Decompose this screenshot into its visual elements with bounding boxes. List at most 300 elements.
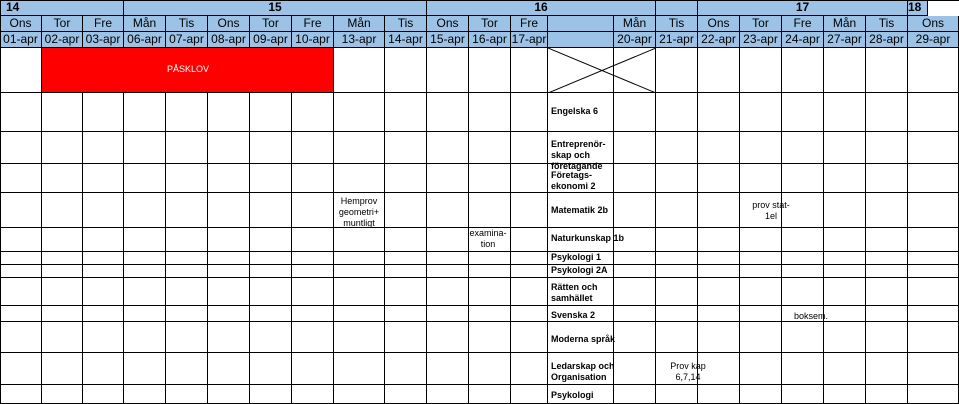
- grid-cell: [385, 193, 427, 228]
- grid-cell: [908, 265, 959, 278]
- grid-cell: [166, 93, 208, 132]
- grid-cell: [656, 132, 698, 164]
- day-header: [548, 16, 614, 32]
- date-header: 21-apr: [656, 32, 698, 48]
- grid-cell: [782, 265, 824, 278]
- grid-cell: [250, 228, 292, 252]
- grid-cell: [698, 265, 740, 278]
- grid-cell: [0, 385, 42, 404]
- grid-cell: [469, 278, 511, 306]
- grid-cell: [698, 306, 740, 322]
- grid-cell: [908, 132, 959, 164]
- grid-cell: [866, 252, 908, 265]
- grid-cell: [614, 278, 656, 306]
- grid-cell: [511, 48, 548, 93]
- grid-cell: [511, 93, 548, 132]
- grid-cell: [656, 93, 698, 132]
- day-header: Tor: [42, 16, 83, 32]
- grid-cell: [83, 193, 124, 228]
- grid-cell: [124, 353, 166, 385]
- grid-cell: [698, 164, 740, 193]
- grid-cell: [511, 353, 548, 385]
- day-header: Tor: [250, 16, 292, 32]
- day-header: Tor: [740, 16, 782, 32]
- grid-cell: [334, 132, 385, 164]
- grid-cell: [511, 385, 548, 404]
- grid-cell: [0, 164, 42, 193]
- day-header: Ons: [208, 16, 250, 32]
- grid-cell: [385, 278, 427, 306]
- day-header: Ons: [698, 16, 740, 32]
- grid-cell: [469, 385, 511, 404]
- day-header: Ons: [908, 16, 959, 32]
- grid-cell: [250, 132, 292, 164]
- grid-cell: [124, 322, 166, 353]
- grid-cell: [614, 132, 656, 164]
- day-header: Mån: [334, 16, 385, 32]
- grid-cell: [824, 193, 866, 228]
- grid-cell: [698, 93, 740, 132]
- date-header: 23-apr: [740, 32, 782, 48]
- grid-cell: [385, 132, 427, 164]
- grid-cell: [83, 306, 124, 322]
- grid-cell: [511, 252, 548, 265]
- grid-cell: [824, 265, 866, 278]
- date-header: 08-apr: [208, 32, 250, 48]
- grid-cell: [0, 322, 42, 353]
- grid-cell: [83, 322, 124, 353]
- grid-cell: [334, 265, 385, 278]
- grid-cell: [292, 132, 334, 164]
- grid-cell: [42, 265, 83, 278]
- grid-cell: [511, 164, 548, 193]
- grid-cell: [614, 385, 656, 404]
- grid-cell: [42, 353, 83, 385]
- pasklov-block: [42, 48, 334, 93]
- date-header: 22-apr: [698, 32, 740, 48]
- week-header: 17: [698, 0, 908, 16]
- grid-cell: [469, 265, 511, 278]
- subject-label: Naturkunskap 1b: [551, 233, 625, 243]
- subject-label: Psykologi: [551, 390, 594, 400]
- date-header: 24-apr: [782, 32, 824, 48]
- grid-cell: [866, 306, 908, 322]
- grid-cell: [42, 93, 83, 132]
- grid-cell: [656, 193, 698, 228]
- grid-cell: [83, 164, 124, 193]
- grid-cell: [656, 278, 698, 306]
- day-header: Tis: [866, 16, 908, 32]
- grid-cell: [908, 93, 959, 132]
- grid-cell: [208, 353, 250, 385]
- date-header: 13-apr: [334, 32, 385, 48]
- grid-cell: [740, 265, 782, 278]
- grid-cell: [166, 353, 208, 385]
- grid-cell: [614, 164, 656, 193]
- grid-cell: [250, 252, 292, 265]
- date-header: 15-apr: [427, 32, 469, 48]
- grid-cell: [124, 164, 166, 193]
- grid-cell: [292, 93, 334, 132]
- grid-cell: [0, 193, 42, 228]
- grid-cell: [292, 278, 334, 306]
- grid-cell: [83, 278, 124, 306]
- subject-label: Svenska 2: [551, 310, 596, 320]
- grid-cell: [334, 306, 385, 322]
- grid-cell: [166, 265, 208, 278]
- grid-cell: [469, 193, 511, 228]
- grid-cell: [740, 48, 782, 93]
- grid-cell: [334, 164, 385, 193]
- grid-cell: [469, 48, 511, 93]
- grid-cell: [0, 93, 42, 132]
- grid-cell: [0, 278, 42, 306]
- grid-cell: [42, 385, 83, 404]
- grid-cell: [124, 252, 166, 265]
- grid-cell: [824, 132, 866, 164]
- grid-cell: [469, 132, 511, 164]
- grid-cell: [427, 385, 469, 404]
- grid-cell: [866, 164, 908, 193]
- grid-cell: [427, 193, 469, 228]
- grid-cell: [334, 353, 385, 385]
- grid-cell: [250, 93, 292, 132]
- pasklov-label: PÅSKLOV: [167, 64, 210, 74]
- grid-cell: [866, 322, 908, 353]
- grid-cell: [427, 252, 469, 265]
- grid-cell: [427, 48, 469, 93]
- grid-cell: [42, 164, 83, 193]
- grid-cell: [698, 385, 740, 404]
- grid-cell: [656, 265, 698, 278]
- subject-label: Rätten och samhället: [551, 282, 598, 303]
- subject-label: Engelska 6: [551, 106, 599, 116]
- date-header: 20-apr: [614, 32, 656, 48]
- grid-cell: [908, 322, 959, 353]
- grid-cell: [656, 228, 698, 252]
- grid-cell: [0, 306, 42, 322]
- grid-cell: [292, 306, 334, 322]
- grid-cell: [42, 132, 83, 164]
- grid-cell: [656, 252, 698, 265]
- grid-cell: [469, 164, 511, 193]
- grid-cell: [908, 228, 959, 252]
- grid-cell: [656, 322, 698, 353]
- grid-cell: [208, 93, 250, 132]
- grid-cell: [166, 252, 208, 265]
- grid-cell: [782, 48, 824, 93]
- grid-cell: [656, 164, 698, 193]
- grid-cell: [866, 353, 908, 385]
- grid-cell: [208, 306, 250, 322]
- grid-cell: [166, 278, 208, 306]
- grid-cell: [740, 306, 782, 322]
- grid-cell: [824, 385, 866, 404]
- grid-cell: [250, 306, 292, 322]
- date-header: 01-apr: [0, 32, 42, 48]
- grid-cell: [427, 132, 469, 164]
- grid-cell: [124, 385, 166, 404]
- grid-cell: [334, 322, 385, 353]
- grid-cell: [782, 164, 824, 193]
- grid-cell: [866, 228, 908, 252]
- grid-cell: [166, 228, 208, 252]
- grid-cell: [824, 228, 866, 252]
- subject-label: Moderna språk: [551, 334, 616, 344]
- grid-cell: [83, 265, 124, 278]
- grid-cell: [166, 193, 208, 228]
- grid-cell: [83, 353, 124, 385]
- grid-cell: [469, 306, 511, 322]
- grid-cell: [334, 252, 385, 265]
- grid-cell: [908, 48, 959, 93]
- grid-cell: [250, 265, 292, 278]
- grid-cell: [698, 193, 740, 228]
- grid-cell: [511, 306, 548, 322]
- day-header: Ons: [427, 16, 469, 32]
- week-header: 16: [427, 0, 656, 16]
- grid-cell: [908, 306, 959, 322]
- grid-cell: [208, 228, 250, 252]
- grid-cell: [0, 265, 42, 278]
- grid-cell: [208, 322, 250, 353]
- grid-cell: [385, 385, 427, 404]
- grid-cell: [427, 322, 469, 353]
- grid-cell: [782, 228, 824, 252]
- grid-cell: [656, 306, 698, 322]
- grid-cell: [250, 322, 292, 353]
- hemprov-note: Hemprov geometri+ muntligt: [338, 196, 380, 228]
- grid-cell: [42, 278, 83, 306]
- examination-note: examina-tion: [469, 228, 507, 249]
- grid-cell: [824, 93, 866, 132]
- grid-cell: [42, 193, 83, 228]
- grid-cell: [124, 93, 166, 132]
- date-header: 06-apr: [124, 32, 166, 48]
- grid-cell: [385, 164, 427, 193]
- grid-cell: [0, 252, 42, 265]
- grid-cell: [908, 252, 959, 265]
- grid-cell: [292, 164, 334, 193]
- grid-cell: [292, 265, 334, 278]
- grid-cell: [866, 193, 908, 228]
- grid-cell: [782, 252, 824, 265]
- grid-cell: [782, 278, 824, 306]
- grid-cell: [656, 48, 698, 93]
- grid-cell: [511, 132, 548, 164]
- grid-cell: [698, 252, 740, 265]
- grid-cell: [83, 252, 124, 265]
- grid-cell: [908, 164, 959, 193]
- grid-cell: [740, 132, 782, 164]
- grid-cell: [292, 193, 334, 228]
- week-header: 15: [124, 0, 427, 16]
- grid-cell: [908, 193, 959, 228]
- grid-cell: [511, 265, 548, 278]
- grid-cell: [908, 385, 959, 404]
- grid-cell: [124, 193, 166, 228]
- grid-cell: [208, 132, 250, 164]
- grid-cell: [42, 228, 83, 252]
- grid-cell: [782, 353, 824, 385]
- grid-cell: [908, 278, 959, 306]
- day-header: Tis: [656, 16, 698, 32]
- grid-cell: [866, 132, 908, 164]
- grid-cell: [124, 228, 166, 252]
- grid-cell: [740, 353, 782, 385]
- grid-cell: [740, 252, 782, 265]
- grid-cell: [740, 278, 782, 306]
- grid-cell: [0, 48, 42, 93]
- grid-cell: [250, 193, 292, 228]
- grid-cell: [740, 228, 782, 252]
- grid-cell: [427, 353, 469, 385]
- grid-cell: [866, 278, 908, 306]
- date-header: 14-apr: [385, 32, 427, 48]
- grid-cell: [656, 385, 698, 404]
- grid-cell: [866, 385, 908, 404]
- grid-cell: [427, 93, 469, 132]
- grid-cell: [250, 385, 292, 404]
- cross-mark-icon: [548, 48, 656, 93]
- grid-cell: [698, 228, 740, 252]
- grid-cell: [124, 132, 166, 164]
- grid-cell: [740, 164, 782, 193]
- grid-cell: [824, 48, 866, 93]
- grid-cell: [824, 278, 866, 306]
- grid-cell: [124, 265, 166, 278]
- grid-cell: [334, 385, 385, 404]
- grid-cell: [698, 48, 740, 93]
- day-header: Fre: [292, 16, 334, 32]
- grid-cell: [124, 278, 166, 306]
- grid-cell: [698, 132, 740, 164]
- grid-cell: [866, 93, 908, 132]
- grid-cell: [511, 228, 548, 252]
- grid-cell: [385, 306, 427, 322]
- grid-cell: [334, 48, 385, 93]
- subject-label: Psykologi 1: [551, 252, 602, 262]
- grid-cell: [334, 93, 385, 132]
- grid-cell: [208, 252, 250, 265]
- grid-cell: [385, 93, 427, 132]
- grid-cell: [427, 278, 469, 306]
- date-header: 29-apr: [908, 32, 959, 48]
- grid-cell: [385, 322, 427, 353]
- grid-cell: [469, 322, 511, 353]
- date-header: 02-apr: [42, 32, 83, 48]
- grid-cell: [292, 322, 334, 353]
- date-header: 27-apr: [824, 32, 866, 48]
- date-header: 07-apr: [166, 32, 208, 48]
- date-header: 17-apr: [511, 32, 547, 46]
- grid-cell: [469, 252, 511, 265]
- week-header: 14: [0, 0, 124, 16]
- grid-cell: [83, 228, 124, 252]
- grid-cell: [469, 93, 511, 132]
- grid-cell: [292, 385, 334, 404]
- grid-cell: [698, 322, 740, 353]
- grid-cell: [83, 385, 124, 404]
- grid-cell: [385, 48, 427, 93]
- grid-cell: [427, 164, 469, 193]
- grid-cell: [42, 322, 83, 353]
- day-header: Tor: [469, 16, 511, 32]
- subject-label: Matematik 2b: [551, 205, 609, 215]
- grid-cell: [782, 322, 824, 353]
- grid-cell: [469, 353, 511, 385]
- grid-cell: [740, 385, 782, 404]
- grid-cell: [166, 322, 208, 353]
- day-header: Tis: [385, 16, 427, 32]
- grid-cell: [208, 164, 250, 193]
- grid-cell: [292, 252, 334, 265]
- grid-cell: [0, 353, 42, 385]
- day-header: Tis: [166, 16, 208, 32]
- grid-cell: [427, 306, 469, 322]
- grid-cell: [385, 252, 427, 265]
- grid-cell: [250, 164, 292, 193]
- week-header: 18: [908, 0, 928, 16]
- grid-cell: [334, 278, 385, 306]
- grid-cell: [166, 385, 208, 404]
- grid-cell: [511, 278, 548, 306]
- grid-cell: [698, 278, 740, 306]
- grid-cell: [866, 48, 908, 93]
- subject-label: Entreprenör-skap och företagande: [551, 139, 606, 171]
- day-header: Fre: [83, 16, 124, 32]
- grid-cell: [42, 306, 83, 322]
- subject-label: Psykologi 2A: [551, 265, 608, 275]
- grid-cell: [124, 306, 166, 322]
- prov-kap-note: Prov kap 6,7,14: [670, 361, 706, 382]
- grid-cell: [42, 252, 83, 265]
- date-header: 03-apr: [83, 32, 124, 48]
- day-header: Fre: [782, 16, 824, 32]
- grid-cell: [83, 132, 124, 164]
- grid-cell: [0, 228, 42, 252]
- grid-cell: [0, 132, 42, 164]
- grid-cell: [385, 228, 427, 252]
- grid-cell: [385, 353, 427, 385]
- grid-cell: [782, 132, 824, 164]
- grid-cell: [292, 353, 334, 385]
- grid-cell: [782, 93, 824, 132]
- grid-cell: [908, 353, 959, 385]
- day-header: Fre: [511, 16, 548, 32]
- date-header: 16-apr: [469, 32, 511, 48]
- grid-cell: [250, 278, 292, 306]
- grid-cell: [292, 228, 334, 252]
- grid-cell: [824, 322, 866, 353]
- grid-cell: [866, 265, 908, 278]
- day-header: Mån: [824, 16, 866, 32]
- grid-cell: [208, 193, 250, 228]
- day-header: Mån: [124, 16, 166, 32]
- grid-cell: [740, 93, 782, 132]
- subject-label: Företags-ekonomi 2: [551, 170, 596, 191]
- subject-label: Ledarskap och Organisation: [551, 361, 615, 382]
- grid-cell: [334, 228, 385, 252]
- grid-cell: [166, 164, 208, 193]
- grid-cell: [385, 265, 427, 278]
- week-header: [656, 0, 698, 16]
- grid-cell: [166, 306, 208, 322]
- grid-cell: [511, 322, 548, 353]
- boksem-note: boksem.: [794, 311, 829, 321]
- day-header: Mån: [614, 16, 656, 32]
- grid-cell: [166, 132, 208, 164]
